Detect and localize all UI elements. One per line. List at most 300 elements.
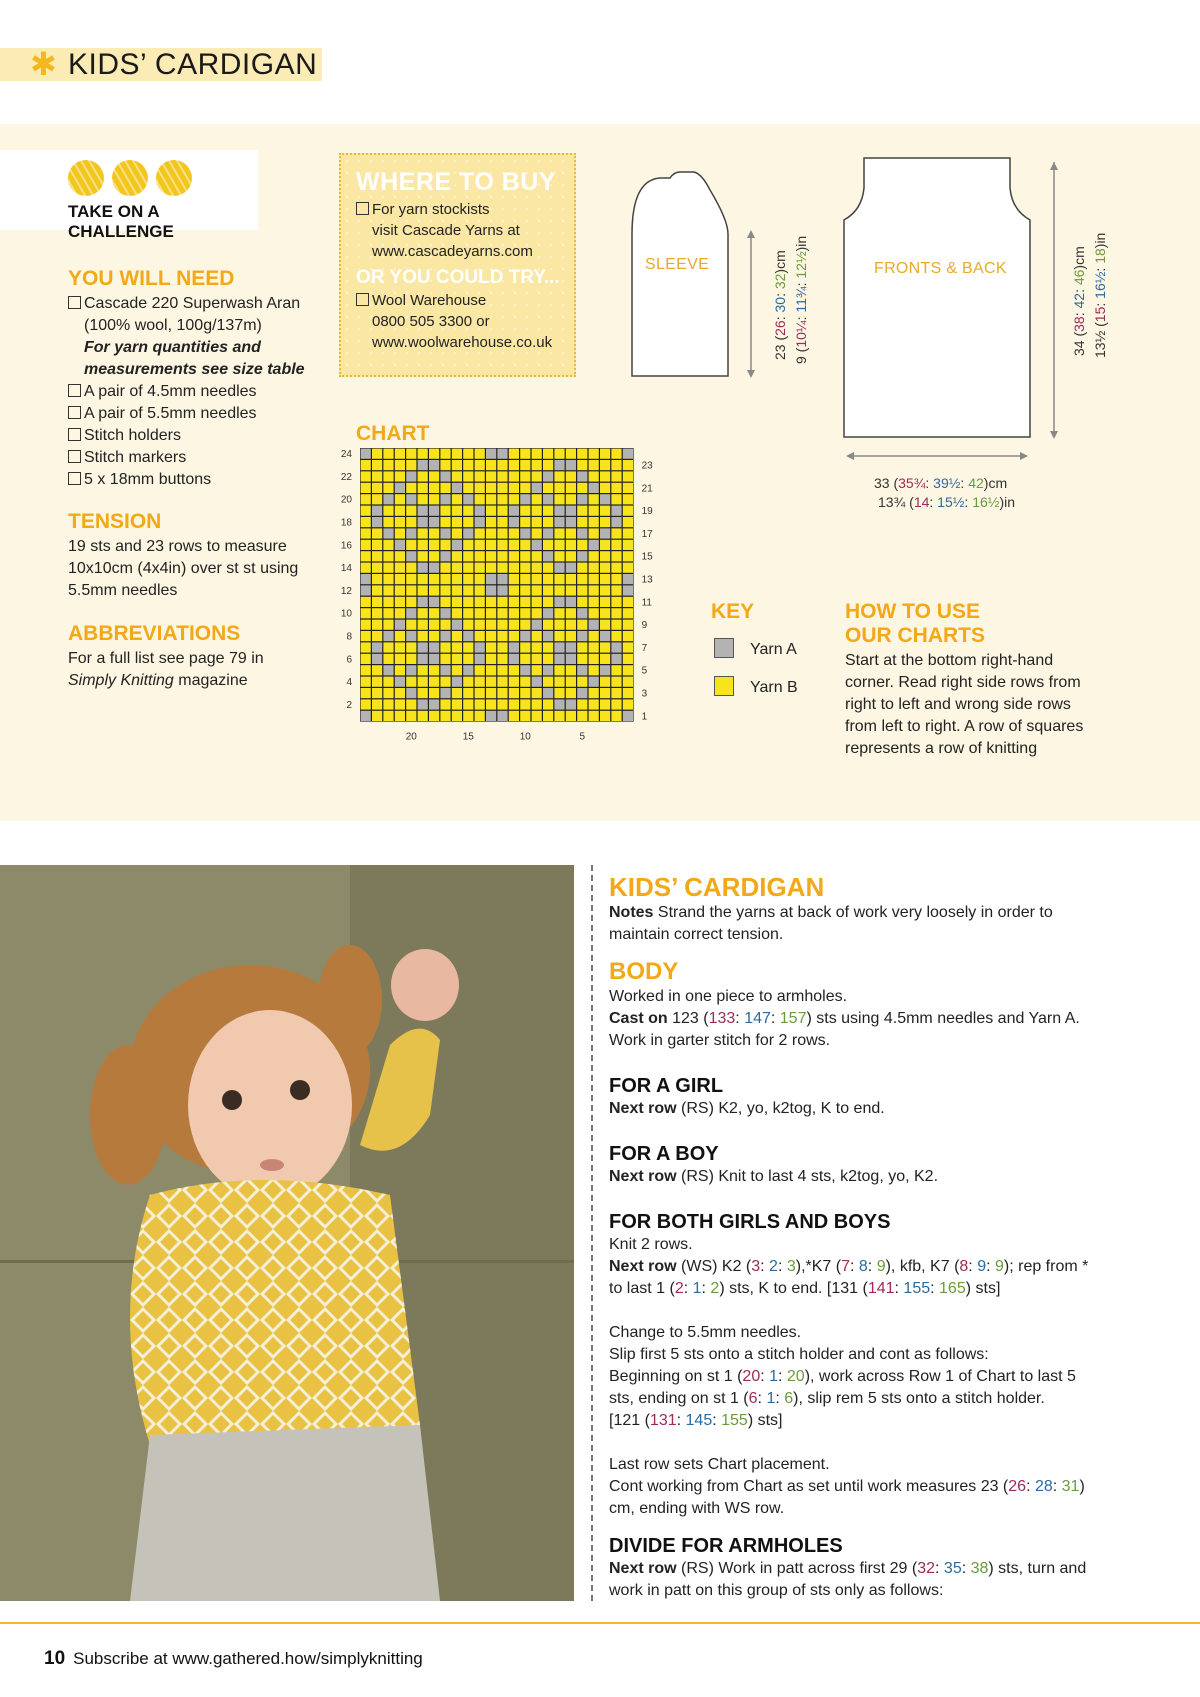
chart-cell <box>429 551 439 561</box>
chart-cell <box>623 699 633 709</box>
chart-cell <box>520 494 530 504</box>
chart-cell <box>406 449 416 459</box>
chart-cell <box>600 642 610 652</box>
chart-cell <box>383 608 393 618</box>
chart-cell <box>406 699 416 709</box>
chart-cell <box>418 551 428 561</box>
chart-cell <box>486 551 496 561</box>
chart-cell <box>611 540 621 550</box>
chart-cell <box>452 677 462 687</box>
chart-cell <box>520 608 530 618</box>
chart-cell <box>418 677 428 687</box>
column-divider <box>591 865 593 1601</box>
chart-cell <box>520 620 530 630</box>
change-line: Beginning on st 1 (20: 1: 20), work across Row 1 of Chart to last 5 <box>609 1368 1076 1385</box>
chart-cell <box>497 563 507 573</box>
body-shape <box>844 158 1030 437</box>
challenge-badge <box>0 150 258 241</box>
chart-cell <box>577 699 587 709</box>
chart-cell <box>554 711 564 721</box>
chart-row-label: 12 <box>340 585 352 597</box>
chart-cell <box>589 711 599 721</box>
chart-cell <box>577 528 587 538</box>
chart-cell <box>577 540 587 550</box>
chart-cell <box>520 563 530 573</box>
chart-cell <box>543 608 553 618</box>
chart-cell <box>440 677 450 687</box>
child-photo <box>0 865 574 1601</box>
chart-cell <box>406 471 416 481</box>
chart-cell <box>406 563 416 573</box>
tension-line: 19 sts and 23 rows to measure <box>68 538 287 555</box>
change-line: sts, ending on st 1 (6: 1: 6), slip rem 5 sts onto a stitch holder. <box>609 1390 1045 1407</box>
chart-cell <box>361 688 371 698</box>
chart-cell <box>361 528 371 538</box>
chart-row-label: 22 <box>340 471 352 483</box>
chart-cell <box>600 711 610 721</box>
chart-cell <box>589 494 599 504</box>
chart-cell <box>440 517 450 527</box>
chart-cell <box>497 517 507 527</box>
both-heading: FOR BOTH GIRLS AND BOYS <box>609 1211 891 1233</box>
yarn-ball-icon <box>156 160 192 196</box>
key-heading: KEY <box>711 600 755 623</box>
chart-cell <box>520 483 530 493</box>
chart-cell <box>543 471 553 481</box>
chart-cell <box>418 699 428 709</box>
chart-cell <box>440 631 450 641</box>
chart-cell <box>497 483 507 493</box>
chart-cell <box>440 449 450 459</box>
change-line: Change to 5.5mm needles. <box>609 1324 802 1341</box>
chart-cell <box>577 563 587 573</box>
chart-cell <box>463 620 473 630</box>
chart-cell <box>566 494 576 504</box>
chart-cell <box>418 574 428 584</box>
chart-cell <box>372 654 382 664</box>
chart-cell <box>383 563 393 573</box>
chart-cell <box>475 665 485 675</box>
how-to-line: right to left and wrong side rows <box>845 696 1071 713</box>
chart-cell <box>383 517 393 527</box>
need-item: For yarn quantities and <box>84 339 261 356</box>
chart-cell <box>361 540 371 550</box>
chart-cell <box>497 585 507 595</box>
chart-cell <box>429 506 439 516</box>
checkbox-icon <box>356 293 369 306</box>
chart-cell <box>372 642 382 652</box>
chart-cell <box>463 483 473 493</box>
chart-cell <box>600 471 610 481</box>
chart-cell <box>440 506 450 516</box>
chart-cell <box>509 460 519 470</box>
chart-cell <box>475 688 485 698</box>
chart-cell <box>509 540 519 550</box>
chart-cell <box>429 711 439 721</box>
need-item: (100% wool, 100g/137m) <box>84 317 262 334</box>
need-item: Stitch holders <box>68 425 318 447</box>
tension-heading: TENSION <box>68 510 162 533</box>
chart-cell <box>406 677 416 687</box>
sleeve-measure-cm: 23 (26: 30: 32)cm <box>772 250 788 360</box>
chart-cell <box>452 620 462 630</box>
chart-cell <box>543 654 553 664</box>
need-item: 5 x 18mm buttons <box>68 469 318 491</box>
chart-cell <box>383 551 393 561</box>
chart-cell <box>395 642 405 652</box>
chart-cell <box>611 528 621 538</box>
chart-cell <box>406 665 416 675</box>
chart-cell <box>509 699 519 709</box>
chart-cell <box>406 585 416 595</box>
chart-cell <box>418 597 428 607</box>
chart-cell <box>429 528 439 538</box>
chart-cell <box>361 620 371 630</box>
chart-cell <box>497 711 507 721</box>
chart-cell <box>520 597 530 607</box>
chart-cell <box>509 711 519 721</box>
chart-cell <box>463 574 473 584</box>
footer-rule <box>0 1622 1200 1624</box>
key-yarn-b <box>714 676 798 699</box>
chart-cell <box>440 642 450 652</box>
chart-col-label: 15 <box>462 731 474 743</box>
chart-cell <box>440 688 450 698</box>
chart-cell <box>452 654 462 664</box>
checkbox-icon <box>68 450 81 463</box>
chart-cell <box>532 699 542 709</box>
chart-cell <box>589 540 599 550</box>
width-measure-cm: 33 (35¾: 39½: 42)cm <box>874 475 1008 491</box>
chart-cell <box>589 620 599 630</box>
both-row: Next row (WS) K2 (3: 2: 3),*K7 (7: 8: 9), kfb, K7 (8: 9: 9); rep from * <box>609 1258 1089 1275</box>
chart-cell <box>440 620 450 630</box>
chart-cell <box>554 574 564 584</box>
chart-cell <box>554 699 564 709</box>
chart-cell <box>463 699 473 709</box>
chart-cell <box>566 585 576 595</box>
chart-cell <box>532 449 542 459</box>
chart-cell <box>406 620 416 630</box>
phone-number: 0800 505 3300 or <box>372 313 490 330</box>
chart-cell <box>623 551 633 561</box>
how-to-line: corner. Read right side rows from <box>845 674 1081 691</box>
chart-row-label: 9 <box>641 620 648 632</box>
chart-cell <box>497 528 507 538</box>
woolwarehouse-link[interactable]: www.woolwarehouse.co.uk <box>372 334 553 351</box>
chart-cell <box>361 585 371 595</box>
chart-cell <box>486 540 496 550</box>
chart-cell <box>406 540 416 550</box>
chart-cell <box>395 620 405 630</box>
chart-row-label: 24 <box>340 449 352 461</box>
chart-cell <box>463 608 473 618</box>
chart-cell <box>554 620 564 630</box>
chart-cell <box>611 597 621 607</box>
chart-cell <box>623 654 633 664</box>
challenge-label: TAKE ON A CHALLENGE <box>68 202 174 241</box>
chart-cell <box>577 688 587 698</box>
chart-cell <box>520 506 530 516</box>
chart-cell <box>429 597 439 607</box>
chart-cell <box>532 677 542 687</box>
chart-cell <box>372 528 382 538</box>
chart-cell <box>440 471 450 481</box>
chart-cell <box>418 483 428 493</box>
chart-cell <box>566 528 576 538</box>
chart-cell <box>475 528 485 538</box>
chart-cell <box>452 711 462 721</box>
chart-cell <box>395 494 405 504</box>
chart-cell <box>418 540 428 550</box>
chart-cell <box>520 540 530 550</box>
chart-cell <box>532 642 542 652</box>
girl-row: Next row (RS) K2, yo, k2tog, K to end. <box>609 1100 885 1117</box>
chart-cell <box>577 506 587 516</box>
chart-row-label: 1 <box>641 711 648 723</box>
chart-cell <box>600 563 610 573</box>
chart-cell <box>418 506 428 516</box>
chart-cell <box>475 551 485 561</box>
placement-line: Last row sets Chart placement. <box>609 1456 830 1473</box>
chart-cell <box>361 483 371 493</box>
chart-cell <box>475 711 485 721</box>
subscribe-link[interactable]: Subscribe at www.gathered.how/simplyknitting <box>73 1649 423 1668</box>
chart-cell <box>429 620 439 630</box>
chart-cell <box>406 517 416 527</box>
chart-cell <box>623 711 633 721</box>
abbreviations-line: For a full list see page 79 in <box>68 650 264 667</box>
chart-row-label: 23 <box>641 460 653 472</box>
chart-cell <box>589 563 599 573</box>
chart-cell <box>509 688 519 698</box>
chart-cell <box>600 540 610 550</box>
chart-cell <box>395 585 405 595</box>
chart-cell <box>452 517 462 527</box>
page-title: KIDS’ CARDIGAN <box>68 48 318 81</box>
chart-cell <box>383 460 393 470</box>
chart-row-label: 14 <box>340 563 352 575</box>
chart-cell <box>543 677 553 687</box>
chart-row-label: 19 <box>641 506 653 518</box>
chart-cell <box>520 677 530 687</box>
chart-row-label: 11 <box>641 597 652 609</box>
chart-cell <box>463 460 473 470</box>
chart-cell <box>440 665 450 675</box>
chart-cell <box>372 449 382 459</box>
chart-cell <box>406 528 416 538</box>
need-item: A pair of 5.5mm needles <box>68 403 318 425</box>
chart-cell <box>395 449 405 459</box>
chart-cell <box>611 642 621 652</box>
chart-cell <box>395 665 405 675</box>
chart-cell <box>554 551 564 561</box>
chart-cell <box>520 711 530 721</box>
chart-cell <box>497 597 507 607</box>
chart-cell <box>395 471 405 481</box>
chart-cell <box>429 688 439 698</box>
chart-heading: CHART <box>356 422 430 445</box>
chart-cell <box>497 506 507 516</box>
chart-cell <box>497 608 507 618</box>
chart-cell <box>463 642 473 652</box>
chart-cell <box>497 574 507 584</box>
chart-cell <box>589 574 599 584</box>
chart-cell <box>440 540 450 550</box>
chart-cell <box>532 460 542 470</box>
tension-line: 5.5mm needles <box>68 582 178 599</box>
chart-cell <box>566 654 576 664</box>
chart-cell <box>543 620 553 630</box>
chart-cell <box>520 699 530 709</box>
chart-row-label: 17 <box>641 528 653 540</box>
chart-cell <box>566 540 576 550</box>
chart-cell <box>566 597 576 607</box>
chart-cell <box>395 483 405 493</box>
chart-cell <box>566 460 576 470</box>
boy-heading: FOR A BOY <box>609 1143 719 1165</box>
chart-cell <box>361 574 371 584</box>
chart-cell <box>554 563 564 573</box>
chart-cell <box>463 528 473 538</box>
need-item: A pair of 4.5mm needles <box>68 381 318 403</box>
chart-cell <box>520 665 530 675</box>
chart-cell <box>509 506 519 516</box>
yarn-a-swatch <box>714 638 734 658</box>
chart-cell <box>532 471 542 481</box>
chart-cell <box>475 483 485 493</box>
chart-cell <box>475 642 485 652</box>
chart-cell <box>372 688 382 698</box>
chart-cell <box>577 631 587 641</box>
chart-cell <box>577 460 587 470</box>
chart-cell <box>440 563 450 573</box>
chart-cell <box>566 574 576 584</box>
chart-cell <box>543 528 553 538</box>
chart-cell <box>440 574 450 584</box>
chart-cell <box>509 631 519 641</box>
chart-cell <box>452 540 462 550</box>
cascade-link[interactable]: www.cascadeyarns.com <box>372 243 533 260</box>
chart-cell <box>554 528 564 538</box>
chart-cell <box>475 460 485 470</box>
chart-cell <box>452 597 462 607</box>
chart-cell <box>589 642 599 652</box>
pattern-title: KIDS’ CARDIGAN <box>609 872 825 902</box>
chart-cell <box>406 608 416 618</box>
chart-cell <box>600 506 610 516</box>
chart-cell <box>372 483 382 493</box>
chart-cell <box>543 460 553 470</box>
chart-cell <box>395 540 405 550</box>
chart-cell <box>361 608 371 618</box>
chart-cell <box>566 677 576 687</box>
buy-line: visit Cascade Yarns at <box>372 222 520 239</box>
chart-col-label: 10 <box>519 731 531 743</box>
chart-col-label: 20 <box>405 731 417 743</box>
chart-cell <box>372 597 382 607</box>
checkbox-icon <box>68 296 81 309</box>
where-to-buy-heading: WHERE TO BUY <box>356 168 556 196</box>
chart-cell <box>383 540 393 550</box>
chart-cell <box>463 688 473 698</box>
body-line: Work in garter stitch for 2 rows. <box>609 1032 831 1049</box>
chart-cell <box>532 506 542 516</box>
chart-cell <box>509 483 519 493</box>
chart-cell <box>418 654 428 664</box>
chart-cell <box>406 688 416 698</box>
change-line: [121 (131: 145: 155) sts] <box>609 1412 783 1429</box>
divide-row: work in patt on this group of sts only as follows: <box>609 1582 944 1599</box>
chart-cell <box>361 506 371 516</box>
chart-cell <box>429 494 439 504</box>
chart-cell <box>497 551 507 561</box>
abbreviations-line: magazine <box>173 672 248 689</box>
chart-cell <box>509 528 519 538</box>
chart-cell <box>611 699 621 709</box>
chart-cell <box>440 494 450 504</box>
chart-cell <box>361 460 371 470</box>
chart-cell <box>383 506 393 516</box>
chart-cell <box>600 597 610 607</box>
chart-cell <box>486 563 496 573</box>
chart-cell <box>623 620 633 630</box>
checkbox-icon <box>68 472 81 485</box>
chart-cell <box>406 460 416 470</box>
chart-cell <box>418 528 428 538</box>
chart-cell <box>520 642 530 652</box>
chart-cell <box>520 631 530 641</box>
chart-row-label: 16 <box>340 540 352 552</box>
how-to-heading: OUR CHARTS <box>845 624 985 647</box>
chart-cell <box>532 620 542 630</box>
chart-cell <box>486 620 496 630</box>
flower-icon: ✱ <box>30 46 57 82</box>
chart-cell <box>509 597 519 607</box>
chart-cell <box>611 677 621 687</box>
chart-cell <box>520 688 530 698</box>
chart-cell <box>509 494 519 504</box>
chart-cell <box>532 540 542 550</box>
abbreviations-section <box>68 622 328 692</box>
chart-cell <box>589 608 599 618</box>
chart-cell <box>429 449 439 459</box>
chart-cell <box>383 677 393 687</box>
chart-cell <box>452 528 462 538</box>
chart-cell <box>383 585 393 595</box>
chart-cell <box>440 460 450 470</box>
chart-cell <box>509 517 519 527</box>
chart-cell <box>372 620 382 630</box>
chart-cell <box>383 654 393 664</box>
chart-cell <box>418 620 428 630</box>
chart-cell <box>509 654 519 664</box>
chart-cell <box>543 551 553 561</box>
chart-cell <box>532 494 542 504</box>
chart-cell <box>372 677 382 687</box>
chart-cell <box>429 654 439 664</box>
chart-cell <box>406 574 416 584</box>
chart-cell <box>452 608 462 618</box>
chart-cell <box>452 574 462 584</box>
chart-cell <box>532 574 542 584</box>
chart-cell <box>497 699 507 709</box>
chart-cell <box>566 665 576 675</box>
chart-cell <box>600 688 610 698</box>
chart-cell <box>429 631 439 641</box>
chart-cell <box>372 608 382 618</box>
page-number: 10 <box>44 1648 66 1669</box>
